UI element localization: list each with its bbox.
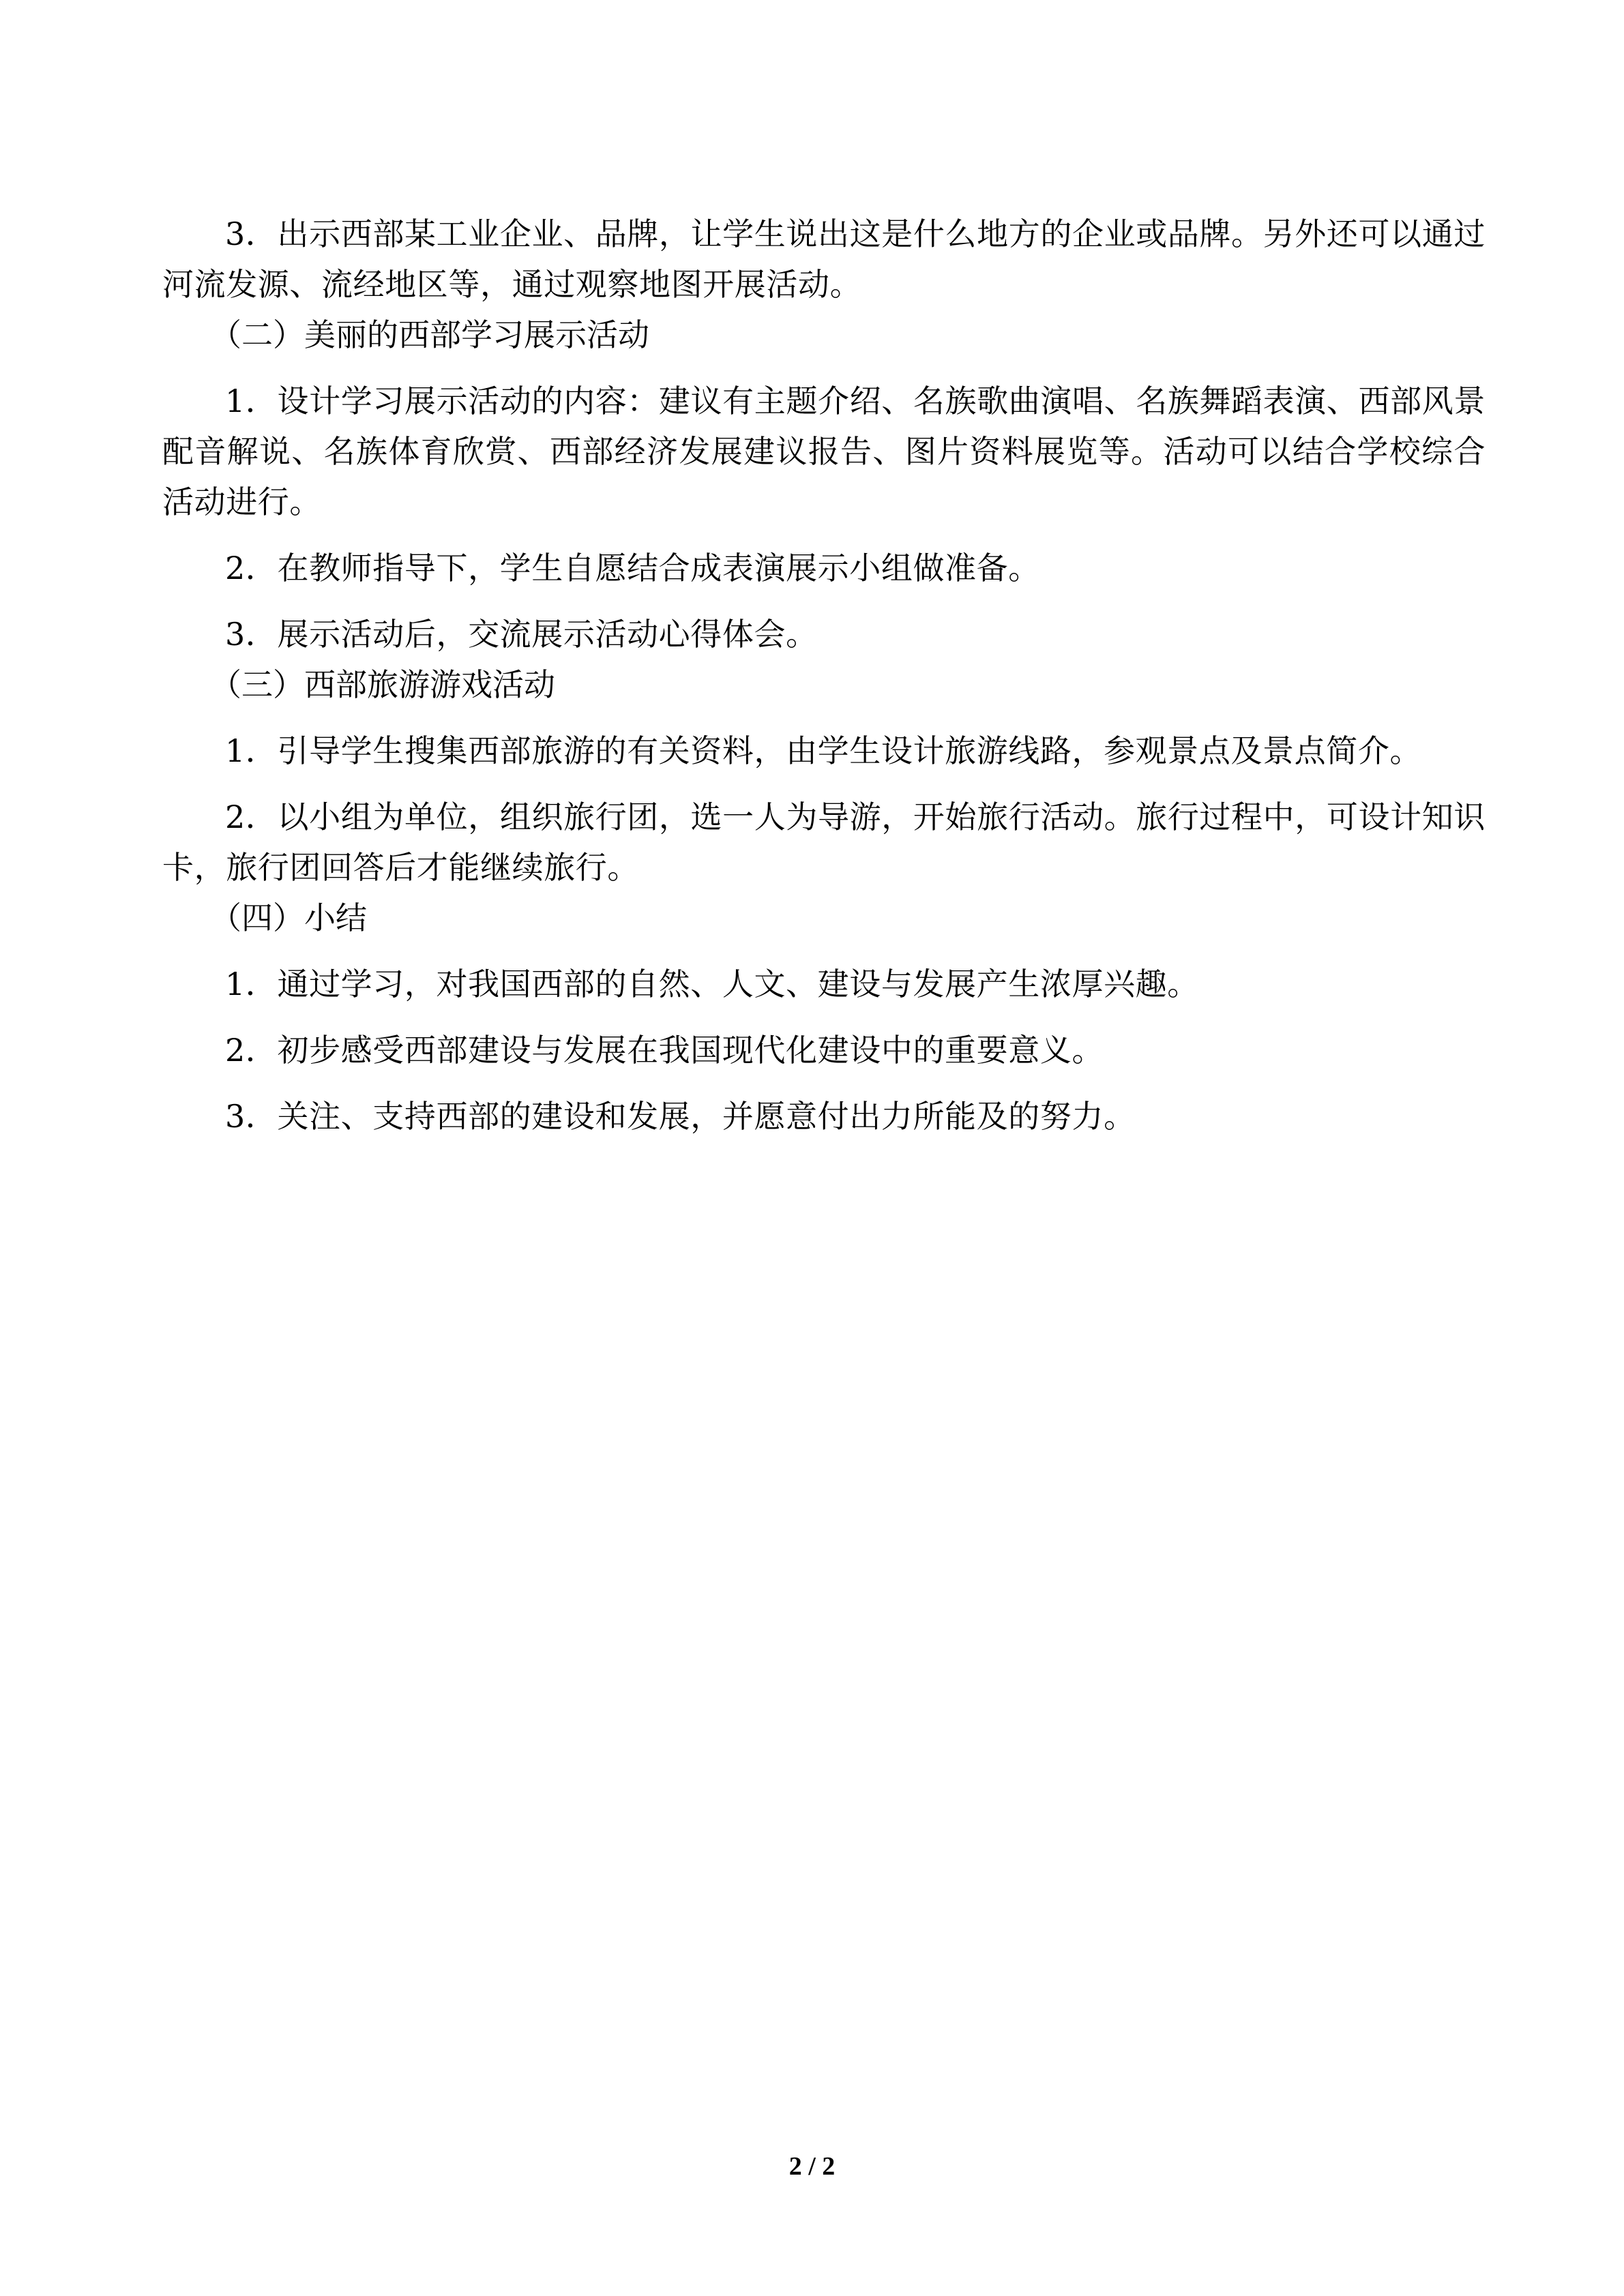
paragraph-summary-2: 2．初步感受西部建设与发展在我国现代化建设中的重要意义。 xyxy=(225,1032,1104,1069)
section-heading-3: （三）西部旅游游戏活动 xyxy=(210,666,555,703)
section-heading-4: （四）小结 xyxy=(210,899,367,936)
section-heading-2: （二）美丽的西部学习展示活动 xyxy=(210,316,649,353)
paragraph-display-3: 3．展示活动后，交流展示活动心得体会。 xyxy=(225,616,818,653)
paragraph-summary-1: 1．通过学习，对我国西部的自然、人文、建设与发展产生浓厚兴趣。 xyxy=(225,966,1199,1002)
paragraph-travel-2: 2．以小组为单位，组织旅行团，选一人为导游，开始旅行活动。旅行过程中，可设计知识卡，旅行团回答后才能继续旅行。 xyxy=(162,799,1486,886)
paragraph-activity-3: 3．出示西部某工业企业、品牌，让学生说出这是什么地方的企业或品牌。另外还可以通过河流发源、流经地区等，通过观察地图开展活动。 xyxy=(162,215,1486,303)
document-body xyxy=(162,209,1486,1142)
paragraph-travel-1: 1．引导学生搜集西部旅游的有关资料，由学生设计旅游线路，参观景点及景点简介。 xyxy=(225,732,1422,769)
paragraph-display-1: 1．设计学习展示活动的内容：建议有主题介绍、名族歌曲演唱、名族舞蹈表演、西部风景配音解说、名族体育欣赏、西部经济发展建议报告、图片资料展览等。活动可以结合学校综合活动进行。 xyxy=(162,383,1486,520)
paragraph-summary-3: 3．关注、支持西部的建设和发展，并愿意付出力所能及的努力。 xyxy=(225,1098,1136,1135)
paragraph-display-2: 2．在教师指导下，学生自愿结合成表演展示小组做准备。 xyxy=(225,550,1040,586)
page-number: 2 / 2 xyxy=(788,2152,836,2181)
